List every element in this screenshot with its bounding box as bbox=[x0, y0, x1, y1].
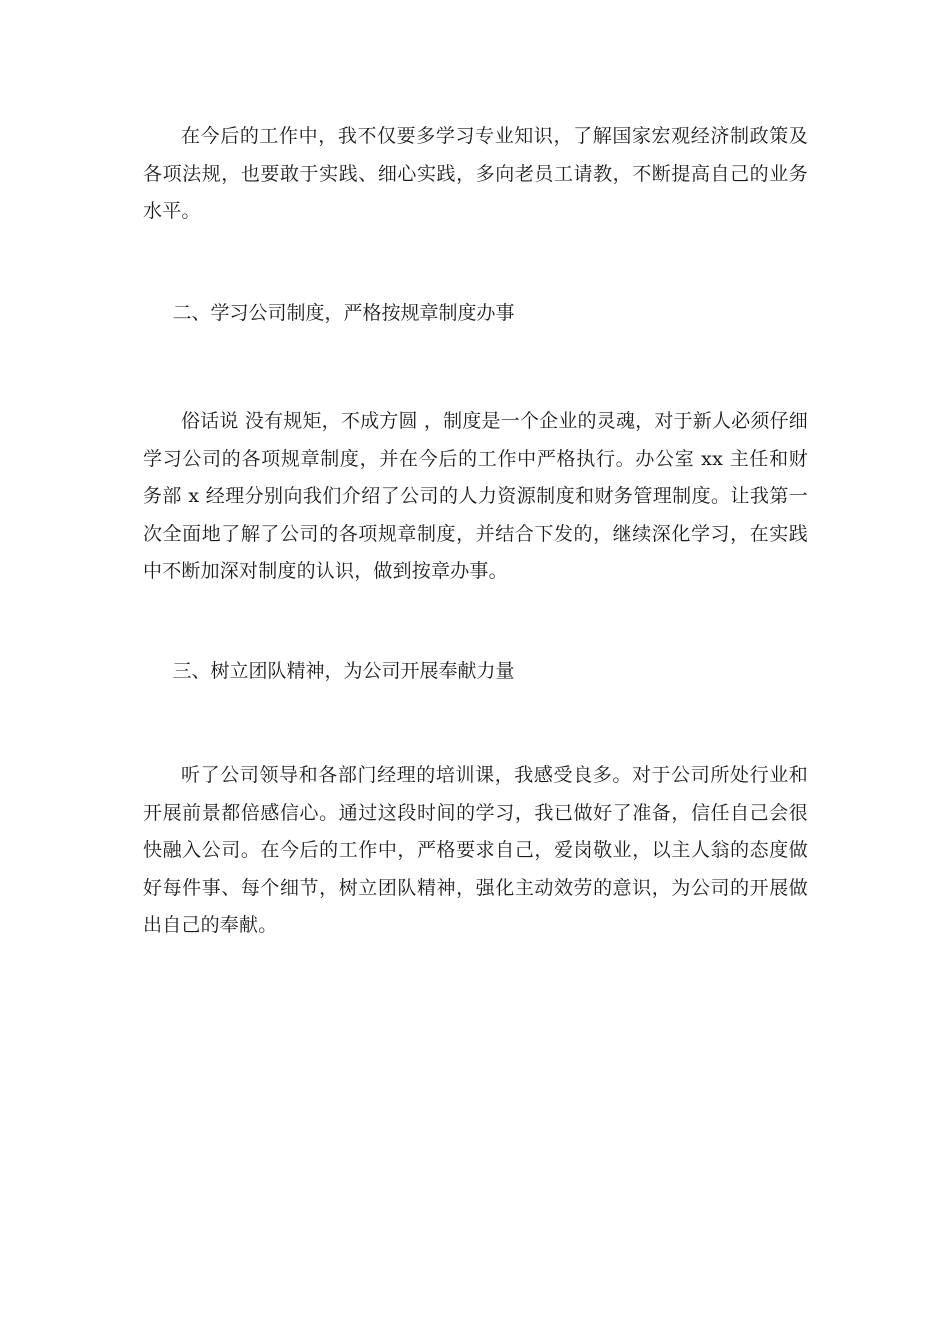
body-paragraph-1: 在今后的工作中，我不仅要多学习专业知识，了解国家宏观经济制政策及各项法规，也要敢于实践、细心实践，多向老员工请教，不断提高自己的业务水平。 bbox=[143, 125, 808, 223]
body-paragraph-2: 俗话说 没有规矩，不成方圆 ，制度是一个企业的灵魂，对于新人必须仔细学习公司的各项规章制度，并在今后的工作中严格执行。办公室 xx 主任和财务部 x 经理分别向我们介绍了公司的人力资源制度和财务管理制度。让我第一次全面地了解了公司的各项规章制度，并结合下发的，继续深化学习，在实践中不断加深对制度的认识，做到按章办事。 bbox=[143, 410, 808, 583]
section-heading-2: 二、学习公司制度，严格按规章制度办事 bbox=[172, 302, 515, 324]
body-paragraph-3: 听了公司领导和各部门经理的培训课，我感受良多。对于公司所处行业和开展前景都倍感信心。通过这段时间的学习，我已做好了准备，信任自己会很快融入公司。在今后的工作中，严格要求自己，爱岗敬业，以主人翁的态度做好每件事、每个细节，树立团队精神，强化主动效劳的意识，为公司的开展做出自己的奉献。 bbox=[143, 764, 808, 937]
section-heading-3: 三、树立团队精神，为公司开展奉献力量 bbox=[172, 660, 515, 682]
